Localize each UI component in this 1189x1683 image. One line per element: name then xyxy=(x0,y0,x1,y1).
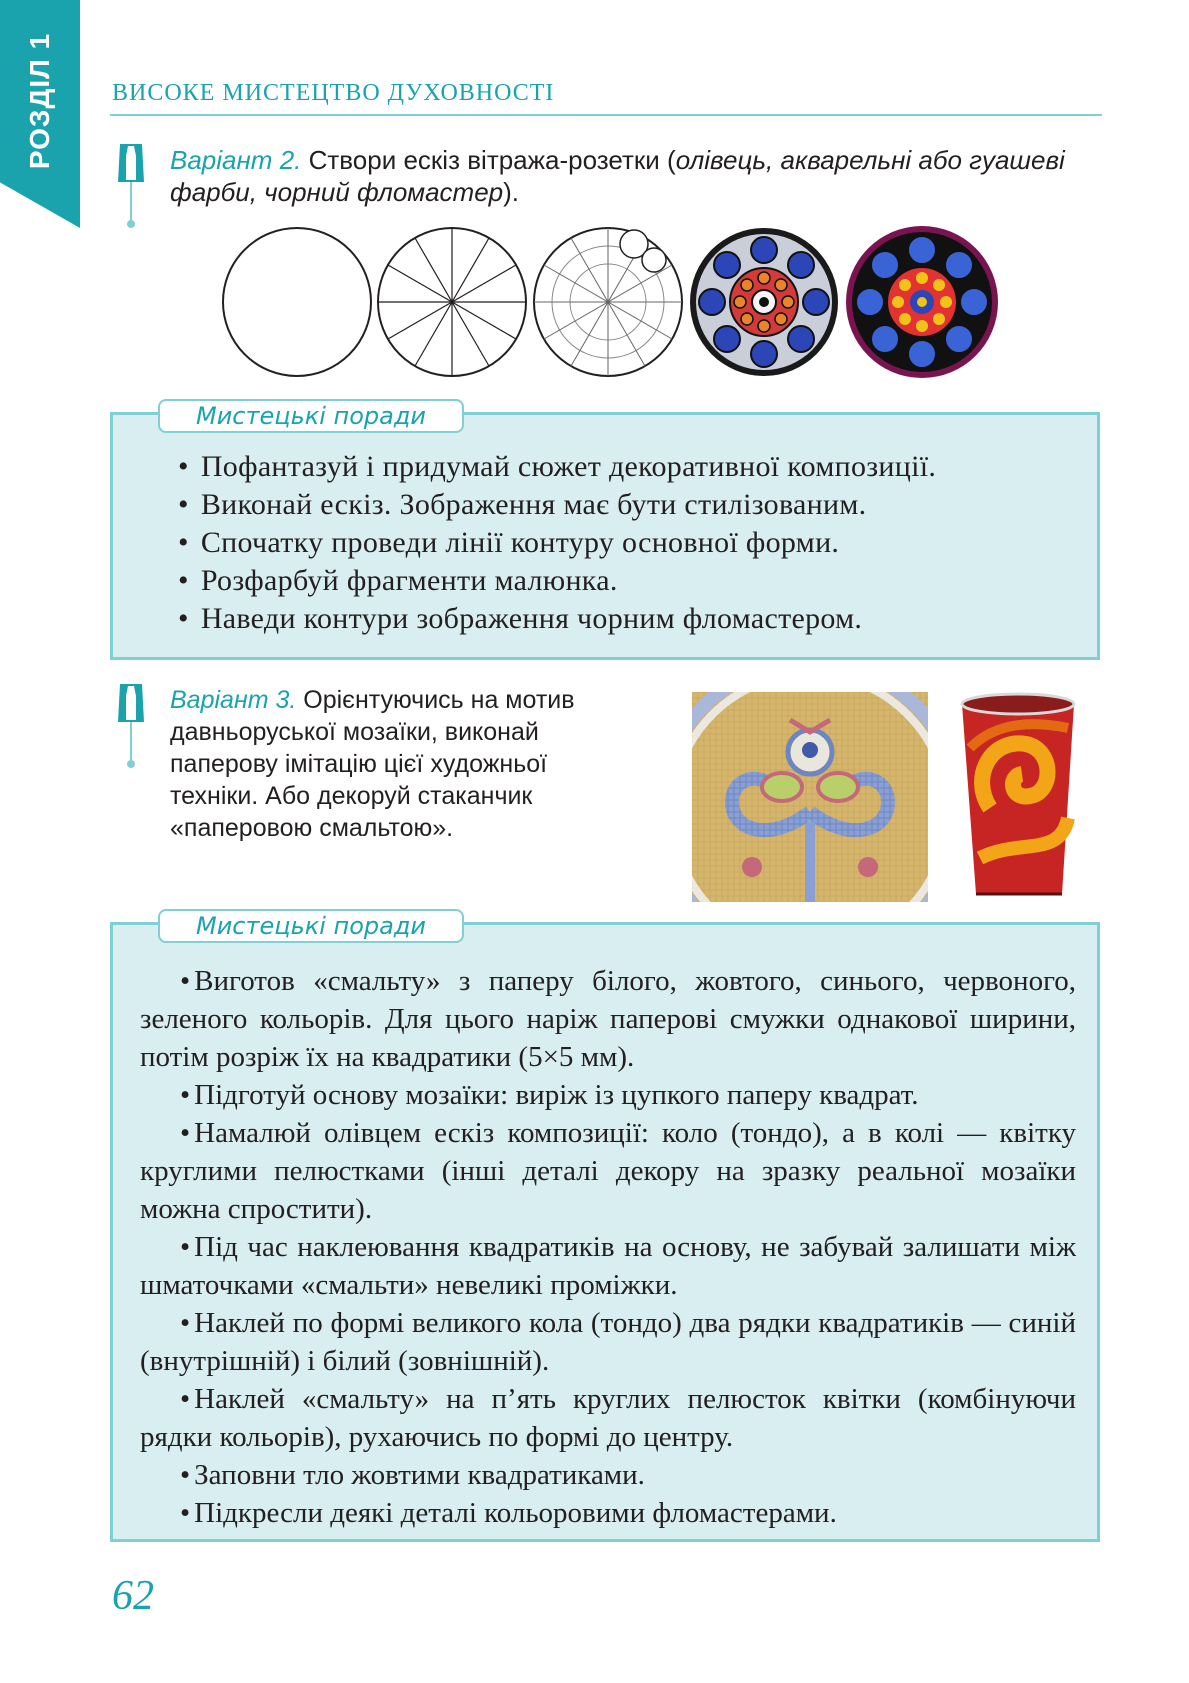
art-tips-label-2: Мистецькі поради xyxy=(158,909,464,943)
art-tips-label-1: Мистецькі поради xyxy=(158,399,464,433)
tip-paragraph: • Підготуй основу мозаїки: виріж із цупкого паперу квадрат. xyxy=(180,1079,919,1111)
tip-text: Підкресли деякі деталі кольоровими фломастерами. xyxy=(194,1497,837,1529)
variant3-line: Орієнтуючись на мотив xyxy=(303,686,575,714)
variant2-materials: олівець, акварельні або гуашеві фарби, чорний фломастер xyxy=(170,145,1065,207)
pencil-icon xyxy=(114,680,148,770)
tip-text: Наклей по формі великого кола (тондо) два рядки квадратиків — синій (внутрішній) і білий (зовнішній). xyxy=(140,1307,1076,1377)
list-item: • Спочатку проведи лінії контуру основної форми. xyxy=(178,524,1078,562)
running-head: ВИСОКЕ МИСТЕЦТВО ДУХОВНОСТІ xyxy=(112,80,555,106)
variant3-label: Варіант 3. xyxy=(170,686,297,714)
tip-text: Наклей «смальту» на п’ять круглих пелюсток квітки (комбінуючи рядки кольорів), рухаючись по формі до центру. xyxy=(140,1383,1076,1453)
variant2-label: Варіант 2. xyxy=(170,145,302,175)
variant2-end: ). xyxy=(503,177,520,207)
list-item: • Виконай ескіз. Зображення має бути стилізованим. xyxy=(178,486,1078,524)
rosette-steps-illustration xyxy=(222,222,1042,382)
list-item: • Пофантазуй і придумай сюжет декоративної композиції. xyxy=(178,448,1078,486)
page-number: 62 xyxy=(112,1573,154,1619)
variant3-text xyxy=(170,684,654,844)
mosaic-vase-photo xyxy=(950,688,1086,900)
variant3-line: давньоруської мозаїки, виконай xyxy=(170,718,539,746)
variant3-line: «паперовою смальтою». xyxy=(170,814,454,842)
tip-paragraph: • Під час наклеювання квадратиків на основу, не забувай залишати між шматочками «смальти» невеликі проміжки. xyxy=(140,1231,1076,1301)
variant3-line: техніки. Або декоруй стаканчик xyxy=(170,782,533,810)
section-tab-label: РОЗДІЛ 1 xyxy=(24,32,56,170)
art-tips-list-1 xyxy=(178,448,1078,638)
variant2-text xyxy=(170,144,1100,208)
list-item: • Розфарбуй фрагменти малюнка. xyxy=(178,562,1078,600)
variant2-plain: Створи ескіз вітража-розетки ( xyxy=(301,145,676,175)
tip-text: Виготов «смальту» з паперу білого, жовтого, синього, червоного, зеленого кольорів. Для цього наріж паперові смужки однакової ширини, потім розріж їх на квадратики (5×5 мм). xyxy=(140,965,1076,1073)
tip-text: Заповни тло жовтими квадратиками. xyxy=(194,1459,645,1491)
tip-paragraph: • Наклей по формі великого кола (тондо) два рядки квадратиків — синій (внутрішній) і білий (зовнішній). xyxy=(140,1307,1076,1377)
tip-paragraph: • Заповни тло жовтими квадратиками. xyxy=(180,1459,645,1491)
tip-text: Під час наклеювання квадратиків на основу, не забувай залишати між шматочками «смальти» невеликі проміжки. xyxy=(140,1231,1076,1301)
tip-paragraph: • Підкресли деякі деталі кольоровими фломастерами. xyxy=(180,1497,837,1529)
pencil-icon xyxy=(114,140,148,230)
tip-paragraph: • Намалюй олівцем ескіз композиції: коло (тондо), а в колі — квітку круглими пелюстками (інші деталі декору на зразку реальної мозаїки можна спростити). xyxy=(140,1117,1076,1225)
variant3-line: паперову імітацію цієї художньої xyxy=(170,750,548,778)
list-item: • Наведи контури зображення чорним фломастером. xyxy=(178,600,1078,638)
tip-text: Підготуй основу мозаїки: виріж із цупкого паперу квадрат. xyxy=(194,1079,919,1111)
mosaic-photo xyxy=(692,692,928,902)
section-tab-label-wrap xyxy=(2,26,78,176)
tip-paragraph: • Наклей «смальту» на п’ять круглих пелюсток квітки (комбінуючи рядки кольорів), рухаючись по формі до центру. xyxy=(140,1383,1076,1453)
art-tips-text-2 xyxy=(140,962,1076,1532)
head-rule xyxy=(110,114,1102,116)
tip-text: Намалюй олівцем ескіз композиції: коло (тондо), а в колі — квітку круглими пелюстками (інші деталі декору на зразку реальної мозаїки можна спростити). xyxy=(140,1117,1076,1225)
tip-paragraph: • Виготов «смальту» з паперу білого, жовтого, синього, червоного, зеленого кольорів. Для цього наріж паперові смужки однакової ширини, потім розріж їх на квадратики (5×5 мм). xyxy=(140,965,1076,1073)
